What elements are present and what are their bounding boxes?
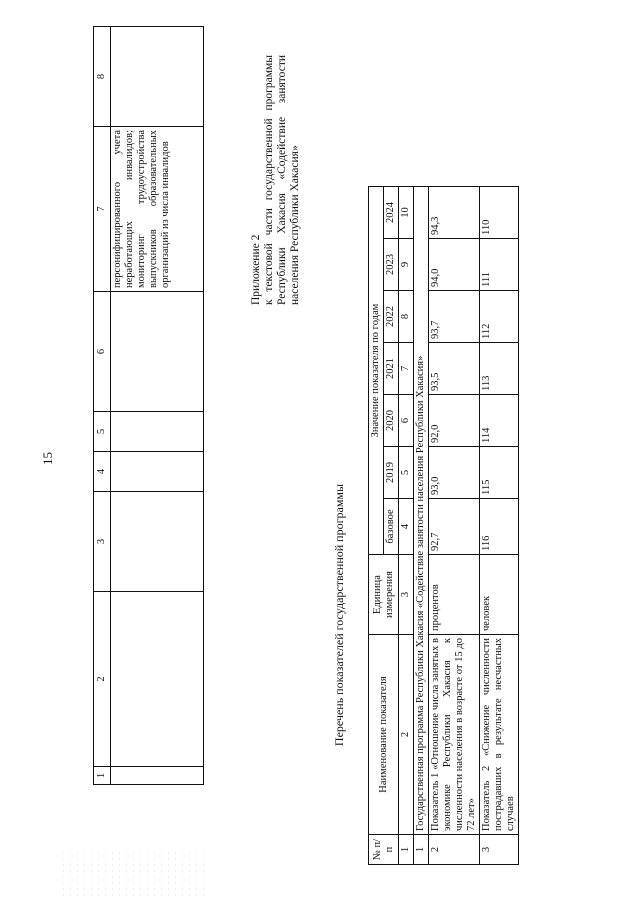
header-base: базовое [384,499,399,555]
header-year: 2022 [384,291,399,343]
value-2024: 110 [480,187,519,239]
header-cell: 8 [94,27,111,127]
value-2020: 92,0 [429,395,480,447]
indicators-table [368,186,519,865]
header-name: Наименование показателя [369,635,399,835]
indicator-name: Показатель 1 «Отношение числа занятых в экономике Республики Хакасия к численности населения в возрасте от 15 до 72 лет» [429,635,480,835]
appendix-title: Приложение 2 [250,234,262,305]
appendix-note [250,55,302,305]
value-2020: 114 [480,395,519,447]
value-2023: 111 [480,239,519,291]
value-2021: 113 [480,343,519,395]
cell [111,492,204,592]
page-number: 15 [40,452,55,465]
column-number: 7 [399,343,414,395]
appendix-text: к текстовой части государственной программы Республики Хакасия «Содействие занятости населения Республики Хакасия» [263,55,301,305]
column-number: 5 [399,447,414,499]
value-2023: 94,0 [429,239,480,291]
continued-table-row [111,27,204,785]
value-2019: 93,0 [429,447,480,499]
base-value: 92,7 [429,499,480,555]
header-cell: 4 [94,452,111,492]
row-number: 2 [429,835,480,865]
header-year: 2024 [384,187,399,239]
header-cell: 6 [94,292,111,412]
column-number: 6 [399,395,414,447]
cell [111,292,204,412]
cell-col7-text: персонифицированного учета неработающих инвалидов; мониторинг трудоустройства выпускников образовательных организаций из числа инвалидов [111,127,204,292]
header-cell: 2 [94,592,111,767]
row-number: 1 [414,835,429,865]
table-row [480,187,519,865]
header-cell: 3 [94,492,111,592]
header-values-group: Значение показателя по годам [369,187,384,555]
value-2024: 94,3 [429,187,480,239]
cell [111,412,204,452]
header-year: 2023 [384,239,399,291]
cell [111,27,204,127]
value-2021: 93,5 [429,343,480,395]
header-unit: Единица измерения [369,555,399,635]
row-number: 3 [480,835,519,865]
indicator-name: Показатель 2 «Снижение численности пострадавших в результате несчастных случаев [480,635,519,835]
header-cell: 5 [94,412,111,452]
header-cell: 1 [94,767,111,785]
cell [111,767,204,785]
column-number: 4 [399,499,414,555]
unit-cell: человек [480,555,519,635]
table-row [429,187,480,865]
unit-cell: процентов [429,555,480,635]
column-number: 8 [399,291,414,343]
value-2019: 115 [480,447,519,499]
column-number: 3 [399,555,414,635]
cell [111,592,204,767]
header-year: 2019 [384,447,399,499]
continued-table [93,26,204,785]
program-row [414,187,429,865]
program-title: Государственная программа Республики Хакасия «Содействие занятости населения Республики Хакасия» [414,187,429,835]
value-2022: 112 [480,291,519,343]
table-title: Перечень показателей государственной программы [332,483,346,747]
value-2022: 93,7 [429,291,480,343]
scan-noise [60,850,210,900]
header-num: № п/п [369,835,399,865]
cell [111,452,204,492]
column-number: 2 [399,635,414,835]
column-number-row [399,187,414,865]
continued-table-header-row [94,27,111,785]
column-number: 10 [399,187,414,239]
base-value: 116 [480,499,519,555]
header-cell: 7 [94,127,111,292]
column-number: 9 [399,239,414,291]
column-number: 1 [399,835,414,865]
header-year: 2020 [384,395,399,447]
header-year: 2021 [384,343,399,395]
header-row [369,187,384,865]
